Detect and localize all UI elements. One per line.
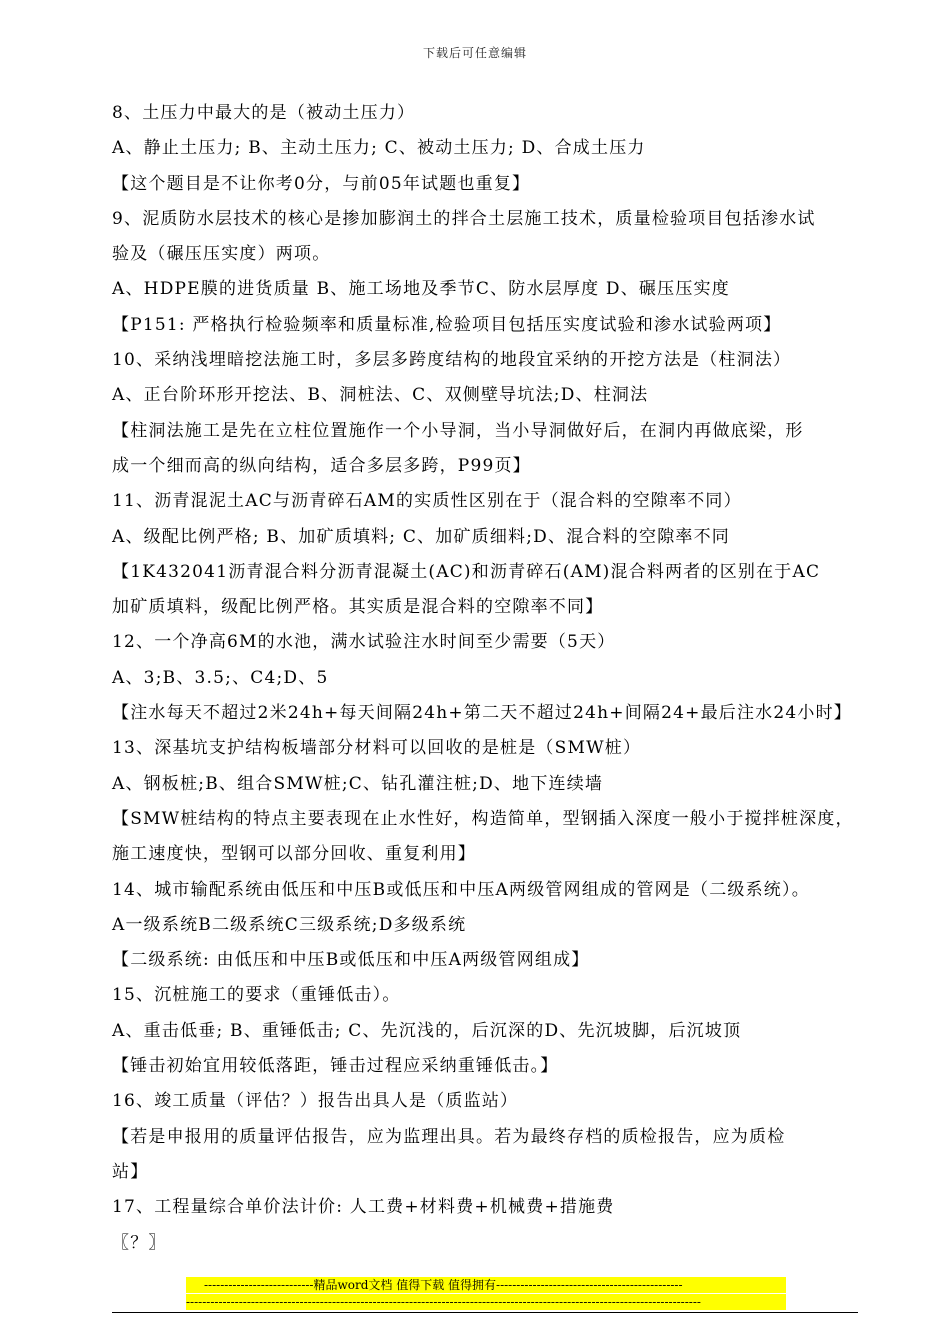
question-9-title: 9、泥质防水层技术的核心是掺加膨润土的拌合土层施工技术，质量检验项目包括渗水试	[112, 208, 816, 229]
question-12-options: A、3;B、3.5;、C4;D、5	[112, 667, 329, 688]
question-11-note-cont: 加矿质填料，级配比例严格。其实质是混合料的空隙率不同】	[112, 597, 604, 618]
question-16-note: 【若是申报用的质量评估报告，应为监理出具。若为最终存档的质检报告，应为质检	[112, 1126, 786, 1147]
footer-banner: ---------------------------精品word文档 值得下载 值得拥有----------------------------------------------	[186, 1277, 786, 1293]
question-13-options: A、钢板桩;B、组合SMW桩;C、钻孔灌注桩;D、地下连续墙	[112, 773, 604, 794]
footer-rule	[112, 1312, 858, 1313]
question-10-note: 【柱洞法施工是先在立柱位置施作一个小导洞，当小导洞做好后，在洞内再做底梁，形	[112, 420, 804, 441]
question-11-options: A、级配比例严格; B、加矿质填料; C、加矿质细料;D、混合料的空隙率不同	[112, 526, 730, 547]
question-9-options: A、HDPE膜的进货质量 B、施工场地及季节C、防水层厚度 D、碾压压实度	[112, 279, 730, 300]
question-11-title: 11、沥青混泥土AC与沥青碎石AM的实质性区别在于（混合料的空隙率不同）	[112, 491, 742, 512]
question-16-title: 16、竣工质量（评估？）报告出具人是（质监站）	[112, 1091, 519, 1112]
question-12-title: 12、一个净高6M的水池，满水试验注水时间至少需要（5天）	[112, 632, 616, 653]
question-9-note: 【P151: 严格执行检验频率和质量标准,检验项目包括压实度试验和渗水试验两项】	[112, 314, 782, 335]
question-14-note: 【二级系统: 由低压和中压B或低压和中压A两级管网组成】	[112, 950, 590, 971]
question-8-title: 8、土压力中最大的是（被动土压力）	[112, 103, 416, 123]
question-10-note-cont: 成一个细而高的纵向结构，适合多层多跨，P99页】	[112, 455, 531, 476]
question-17-note: 〖？〗	[112, 1232, 167, 1253]
question-9-title-cont: 验及（碾压压实度）两项。	[112, 244, 331, 265]
question-16-note-cont: 站】	[112, 1161, 149, 1182]
question-10-title: 10、采纳浅埋暗挖法施工时，多层多跨度结构的地段宜采纳的开挖方法是（柱洞法）	[112, 350, 792, 371]
page-header: 下载后可任意编辑	[422, 46, 527, 60]
footer-dash-line: -------------------------------------------------------------------------------------------------------------------------------	[186, 1294, 786, 1310]
question-13-note-cont: 施工速度快，型钢可以部分回收、重复利用】	[112, 844, 476, 865]
document-body	[112, 96, 872, 1261]
question-13-note: 【SMW桩结构的特点主要表现在止水性好，构造简单，型钢插入深度一般小于搅拌桩深度，	[112, 808, 854, 829]
question-14-title: 14、城市输配系统由低压和中压B或低压和中压A两级管网组成的管网是（二级系统）。	[112, 879, 810, 900]
question-10-options: A、正台阶环形开挖法、B、洞桩法、C、双侧壁导坑法;D、柱洞法	[112, 385, 649, 406]
question-15-title: 15、沉桩施工的要求（重锤低击）。	[112, 985, 401, 1006]
question-13-title: 13、深基坑支护结构板墙部分材料可以回收的是桩是（SMW桩）	[112, 738, 642, 759]
question-12-note: 【注水每天不超过2米24h+每天间隔24h+第二天不超过24h+间隔24+最后注水24小时】	[112, 703, 852, 724]
question-17-title: 17、工程量综合单价法计价: 人工费+材料费+机械费+措施费	[112, 1197, 615, 1218]
question-8-options: A、静止土压力; B、主动土压力; C、被动土压力; D、合成土压力	[112, 138, 646, 159]
question-15-note: 【锤击初始宜用较低落距，锤击过程应采纳重锤低击。】	[112, 1056, 559, 1077]
question-15-options: A、重击低垂; B、重锤低击; C、先沉浅的，后沉深的D、先沉坡脚，后沉坡顶	[112, 1020, 742, 1041]
question-14-options: A一级系统B二级系统C三级系统;D多级系统	[112, 914, 467, 935]
question-8-note: 【这个题目是不让你考0分，与前05年试题也重复】	[112, 173, 531, 194]
question-11-note: 【1K432041沥青混合料分沥青混凝土(AC)和沥青碎石(AM)混合料两者的区别在于AC	[112, 561, 821, 582]
